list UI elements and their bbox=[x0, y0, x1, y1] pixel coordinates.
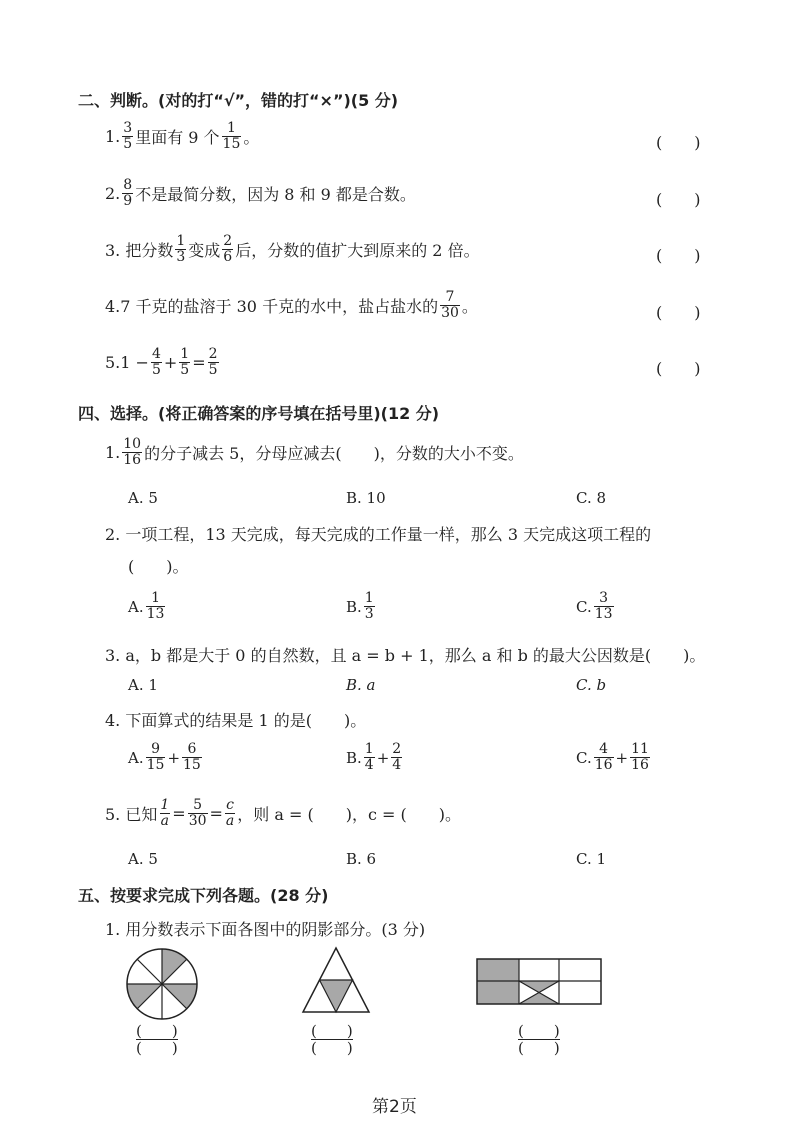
fraction: $\frac{3}{5}$ bbox=[123, 120, 133, 152]
answer-paren-4[interactable]: ( ) bbox=[656, 303, 701, 322]
choice-question-1: 1. $\frac{10}{16}$ 的分子减去 5，分母应减去( )，分数的大小不变。 bbox=[105, 436, 524, 468]
fraction: $\frac{1}{13}$ bbox=[146, 590, 165, 622]
fraction: $\frac{2}{4}$ bbox=[392, 741, 402, 773]
answer-paren-1[interactable]: ( ) bbox=[656, 133, 701, 152]
section-5-title: 五、按要求完成下列各题。(28 分) bbox=[78, 886, 329, 905]
triangle-figure bbox=[300, 946, 372, 1016]
fraction: $\frac{c}{a}$ bbox=[225, 797, 235, 829]
question-number: 1. bbox=[105, 127, 121, 146]
section-5-question-1: 1. 用分数表示下面各图中的阴影部分。(3 分) bbox=[105, 920, 426, 939]
option-a[interactable]: A. 5 bbox=[128, 489, 158, 507]
option-b[interactable]: B. 10 bbox=[346, 489, 386, 507]
rectangle-figure bbox=[474, 956, 604, 1008]
judge-question-2: 2. $\frac{8}{9}$ 不是最简分数，因为 8 和 9 都是合数。 bbox=[105, 177, 416, 209]
fraction: $\frac{4}{16}$ bbox=[594, 741, 613, 773]
choice-question-3: 3. a，b 都是大于 0 的自然数，且 a = b + 1，那么 a 和 b 的最大公因数是( )。 bbox=[105, 646, 706, 665]
fraction: $\frac{9}{15}$ bbox=[146, 741, 165, 773]
fraction: $\frac{4}{5}$ bbox=[151, 346, 161, 378]
circle-figure bbox=[124, 946, 200, 1022]
fraction: $\frac{6}{15}$ bbox=[183, 741, 201, 773]
page-number: 第2页 bbox=[372, 1097, 417, 1117]
fraction: $\frac{3}{13}$ bbox=[594, 590, 613, 622]
fraction: $\frac{7}{30}$ bbox=[441, 289, 459, 321]
fraction: $\frac{1}{3}$ bbox=[364, 590, 374, 622]
answer-paren-5[interactable]: ( ) bbox=[656, 359, 701, 378]
judge-question-1: 1. $\frac{3}{5}$ 里面有 9 个 $\frac{1}{15}$ 。 bbox=[105, 120, 260, 152]
option-c[interactable]: C. 8 bbox=[576, 489, 607, 507]
option-c[interactable]: C. 1 bbox=[576, 850, 607, 868]
option-a[interactable]: A. 5 bbox=[128, 850, 158, 868]
fraction: $\frac{10}{16}$ bbox=[123, 436, 142, 468]
answer-fraction-2[interactable]: ( ) ( ) bbox=[311, 1022, 353, 1057]
choice-question-5: 5. 已知 $\frac{1}{a}$ = $\frac{5}{30}$ = $\frac{c}{a}$ ，则 a = ( )，c = ( )。 bbox=[105, 797, 461, 829]
fraction: $\frac{1}{a}$ bbox=[160, 797, 170, 829]
fraction: $\frac{11}{16}$ bbox=[631, 741, 649, 773]
section-4-title: 四、选择。(将正确答案的序号填在括号里)(12 分) bbox=[78, 404, 440, 423]
section-2-title: 二、判断。(对的打“√”，错的打“×”)(5 分) bbox=[78, 91, 399, 110]
option-a[interactable]: A. $\frac{9}{15}$ + $\frac{6}{15}$ bbox=[128, 741, 201, 773]
choice-question-2-line1: 2. 一项工程，13 天完成，每天完成的工作量一样，那么 3 天完成这项工程的 bbox=[105, 525, 652, 544]
option-b[interactable]: B. a bbox=[346, 676, 376, 694]
fraction: $\frac{2}{6}$ bbox=[223, 233, 233, 265]
answer-fraction-1[interactable]: ( ) ( ) bbox=[136, 1022, 178, 1057]
fraction: $\frac{1}{3}$ bbox=[176, 233, 186, 265]
option-b[interactable]: B. $\frac{1}{4}$ + $\frac{2}{4}$ bbox=[346, 741, 402, 773]
choice-question-2-line2: ( )。 bbox=[128, 557, 189, 576]
fraction: $\frac{1}{5}$ bbox=[180, 346, 190, 378]
option-c[interactable]: C. b bbox=[576, 676, 607, 694]
judge-question-3: 3. 把分数 $\frac{1}{3}$ 变成 $\frac{2}{6}$ 后，分数的值扩大到原来的 2 倍。 bbox=[105, 233, 480, 265]
answer-paren-2[interactable]: ( ) bbox=[656, 190, 701, 209]
option-a[interactable]: A. 1 bbox=[128, 676, 158, 694]
judge-question-5: 5.1 − $\frac{4}{5}$ + $\frac{1}{5}$ = $\frac{2}{5}$ bbox=[105, 346, 218, 378]
fraction: $\frac{1}{15}$ bbox=[222, 120, 241, 152]
answer-paren-3[interactable]: ( ) bbox=[656, 246, 701, 265]
option-b[interactable]: B. $\frac{1}{3}$ bbox=[346, 590, 374, 622]
fraction: $\frac{1}{4}$ bbox=[364, 741, 374, 773]
option-a[interactable]: A. $\frac{1}{13}$ bbox=[128, 590, 165, 622]
fraction: $\frac{5}{30}$ bbox=[188, 797, 207, 829]
fraction: $\frac{8}{9}$ bbox=[123, 177, 133, 209]
option-c[interactable]: C. $\frac{3}{13}$ bbox=[576, 590, 613, 622]
fraction: $\frac{2}{5}$ bbox=[208, 346, 218, 378]
option-c[interactable]: C. $\frac{4}{16}$ + $\frac{11}{16}$ bbox=[576, 741, 649, 773]
judge-question-4: 4.7 千克的盐溶于 30 千克的水中，盐占盐水的 $\frac{7}{30}$ 。 bbox=[105, 289, 478, 321]
choice-question-4: 4. 下面算式的结果是 1 的是( )。 bbox=[105, 711, 367, 730]
answer-fraction-3[interactable]: ( ) ( ) bbox=[518, 1022, 560, 1057]
option-b[interactable]: B. 6 bbox=[346, 850, 377, 868]
